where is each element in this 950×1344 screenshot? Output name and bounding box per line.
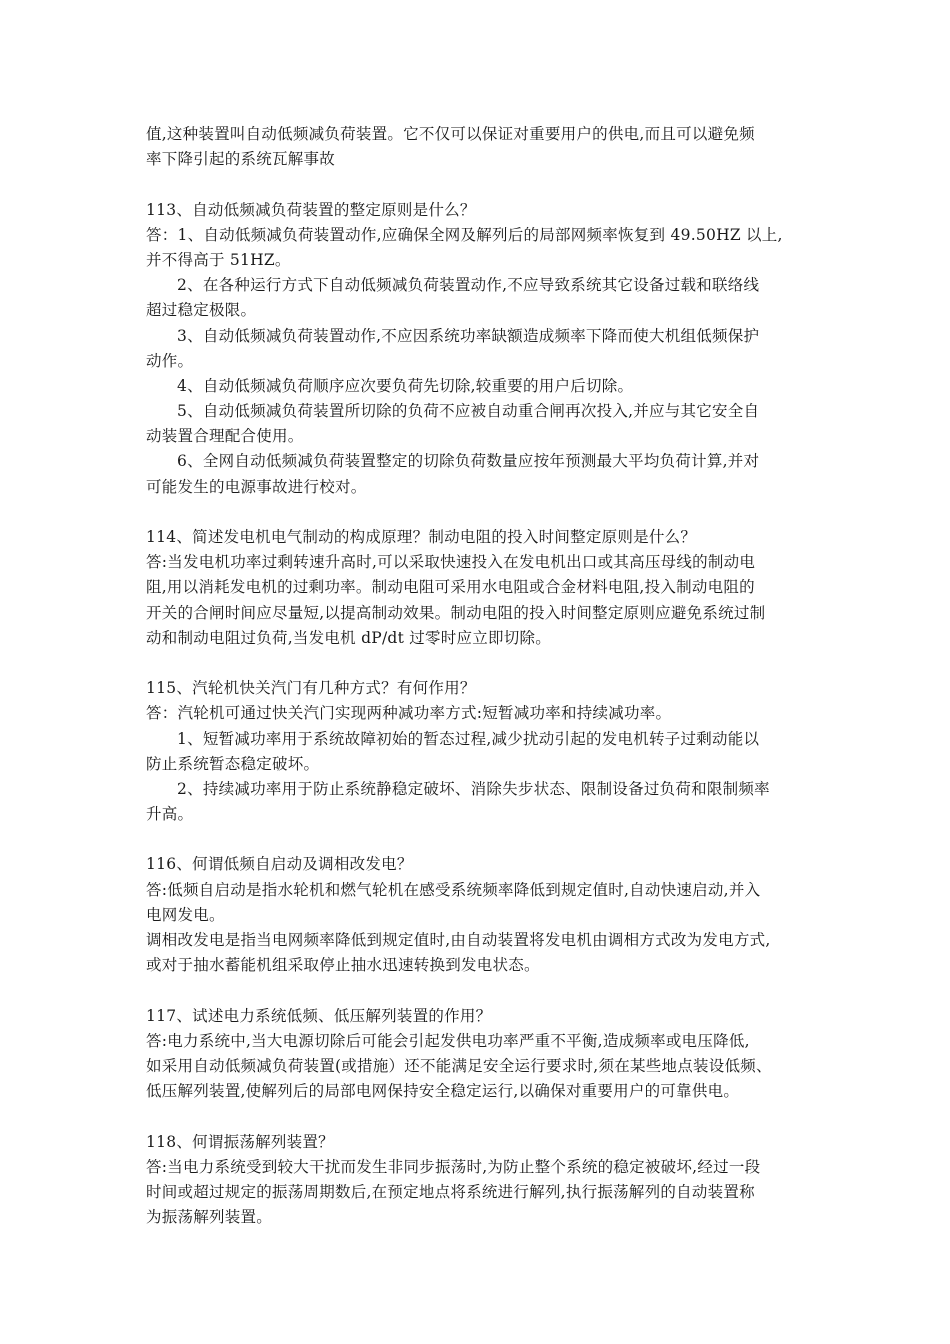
question-title: 115、汽轮机快关汽门有几种方式？有何作用？ [146, 679, 476, 698]
answer-line: 答:低频自启动是指水轮机和燃气轮机在感受系统频率降低到规定值时,自动快速启动,并入 [146, 880, 761, 899]
answer-line: 6、全网自动低频减负荷装置整定的切除负荷数量应按年预测最大平均负荷计算,并对 [177, 452, 760, 471]
answer-line: 或对于抽水蓄能机组采取停止抽水迅速转换到发电状态。 [146, 956, 540, 975]
intro-paragraph [146, 122, 816, 172]
answer-line: 如采用自动低频减负荷装置(或措施）还不能满足安全运行要求时,须在某些地点装设低频、 [146, 1056, 772, 1075]
paragraph-gap [146, 172, 816, 197]
answer-line: 答:当发电机功率过剩转速升高时,可以采取快速投入在发电机出口或其高压母线的制动电 [146, 553, 756, 572]
answer-line: 可能发生的电源事故进行校对。 [146, 477, 367, 496]
paragraph-gap [146, 500, 816, 525]
paragraph-gap [146, 651, 816, 676]
answer-line: 防止系统暂态稳定破坏。 [146, 754, 320, 773]
qa-block [146, 525, 816, 651]
question-title: 113、自动低频减负荷装置的整定原则是什么？ [146, 200, 476, 219]
answer-line: 5、自动低频减负荷装置所切除的负荷不应被自动重合闸再次投入,并应与其它安全自 [177, 402, 760, 421]
question-title: 117、试述电力系统低频、低压解列装置的作用？ [146, 1006, 492, 1025]
answer-line: 开关的合闸时间应尽量短,以提高制动效果。制动电阻的投入时间整定原则应避免系统过制 [146, 603, 766, 622]
qa-block [146, 1004, 816, 1105]
answer-line: 调相改发电是指当电网频率降低到规定值时,由自动装置将发电机由调相方式改为发电方式, [146, 931, 771, 949]
answer-line: 时间或超过规定的振荡周期数后,在预定地点将系统进行解列,执行振荡解列的自动装置称 [146, 1182, 755, 1201]
answer-line: 2、持续减功率用于防止系统静稳定破坏、消除失步状态、限制设备过负荷和限制频率 [177, 779, 770, 798]
answer-line: 答:电力系统中,当大电源切除后可能会引起发供电功率严重不平衡,造成频率或电压降低, [146, 1031, 750, 1050]
answer-line: 4、自动低频减负荷顺序应次要负荷先切除,较重要的用户后切除。 [177, 376, 634, 395]
question-title: 116、何谓低频自启动及调相改发电？ [146, 855, 413, 874]
qa-block [146, 852, 816, 978]
paragraph-gap [146, 978, 816, 1003]
qa-list [146, 172, 816, 1230]
answer-line: 阻,用以消耗发电机的过剩功率。制动电阻可采用水电阻或合金材料电阻,投入制动电阻的 [146, 578, 755, 597]
answer-line: 电网发电。 [146, 905, 225, 924]
answer-line: 动装置合理配合使用。 [146, 427, 304, 446]
answer-line: 答：汽轮机可通过快关汽门实现两种减功率方式:短暂减功率和持续减功率。 [146, 704, 672, 723]
answer-line: 低压解列装置,使解列后的局部电网保持安全稳定运行,以确保对重要用户的可靠供电。 [146, 1082, 740, 1101]
answer-line: 为振荡解列装置。 [146, 1208, 273, 1227]
paragraph-gap [146, 827, 816, 852]
intro-line: 值,这种装置叫自动低频减负荷装置。它不仅可以保证对重要用户的供电,而且可以避免频 [146, 125, 755, 143]
answer-line: 1、短暂减功率用于系统故障初始的暂态过程,减少扰动引起的发电机转子过剩动能以 [177, 729, 760, 748]
answer-line: 答:当电力系统受到较大干扰而发生非同步振荡时,为防止整个系统的稳定被破坏,经过一段 [146, 1157, 761, 1176]
question-title: 114、简述发电机电气制动的构成原理？制动电阻的投入时间整定原则是什么？ [146, 528, 697, 546]
answer-line: 升高。 [146, 805, 194, 824]
question-title: 118、何谓振荡解列装置？ [146, 1132, 334, 1151]
qa-block [146, 1130, 816, 1231]
answer-line: 动和制动电阻过负荷,当发电机 dP/dt 过零时应立即切除。 [146, 628, 552, 647]
answer-line: 超过稳定极限。 [146, 301, 257, 320]
qa-block [146, 198, 816, 500]
answer-line: 并不得高于 51HZ。 [146, 250, 291, 269]
document-page [146, 122, 816, 1230]
intro-line: 率下降引起的系统瓦解事故 [146, 150, 336, 169]
answer-line: 2、在各种运行方式下自动低频减负荷装置动作,不应导致系统其它设备过载和联络线 [177, 276, 760, 295]
paragraph-gap [146, 1104, 816, 1129]
answer-line: 答：1、自动低频减负荷装置动作,应确保全网及解列后的局部网频率恢复到 49.50HZ 以上, [146, 225, 783, 244]
answer-line: 动作。 [146, 351, 194, 370]
qa-block [146, 676, 816, 827]
answer-line: 3、自动低频减负荷装置动作,不应因系统功率缺额造成频率下降而使大机组低频保护 [177, 326, 760, 345]
